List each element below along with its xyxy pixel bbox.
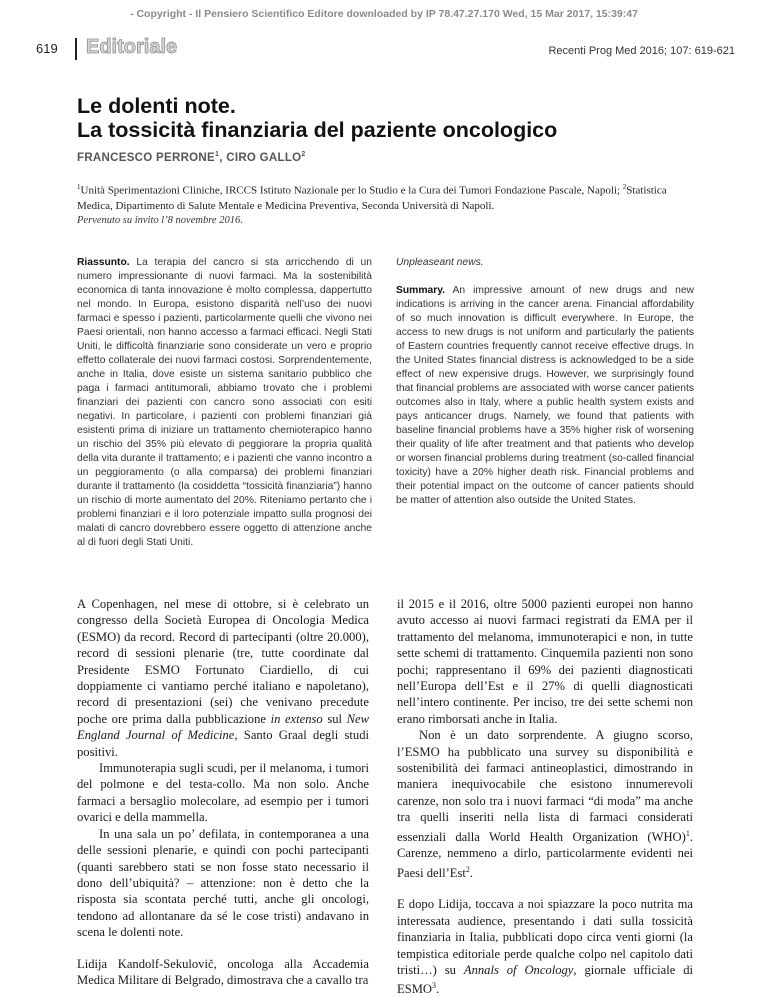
abstract-english [396,256,694,508]
abstract-text: La terapia del cancro si sta arricchendo di un numero impressionante di nuovi farmaci. Ma la sostenibilità economica di tanta innovazione è molto complessa, dappertutto nel mondo. In Europa, esistono disparità nell’uso dei nuovi farmaci e spesso i pazienti, particolarmente quelli che vivono nei Paesi orientali, non hanno accesso a farmaci efficaci. Negli Stati Uniti, le difficoltà finanziarie sono considerate un vero e proprio effetto collaterale dei nuovi farmaci costosi. Sorprendentemente, anche in Italia, dove esiste un sistema sanitario pubblico che paga i farmaci antitumorali, abbiamo trovato che i problemi finanziari dei pazienti con cancro sono associati con esiti negativi. In particolare, i pazienti con problemi finanziari già esistenti prima di iniziare un trattamento chemioterapico hanno un rischio del 35% più elevato di peggiorare la propria qualità della vita durante il trattamento; e i pazienti che vanno incontro a un peggioramento (o alla comparsa) dei problemi finanziari durante il trattamento (la cosiddetta “tossicità finanziaria”) hanno un rischio di morte aumentato del 20%. Riteniamo pertanto che i problemi finanziari e il loro potenziale impatto sulla prognosi dei malati di cancro dovrebbero essere oggetto di attenzione anche al di fuori degli Stati Uniti. [77,257,372,548]
title-line-1: Le dolenti note. [77,94,236,118]
body-paragraph [397,727,693,881]
author-list [77,151,306,164]
affiliation-text: Statistica Medica, Dipartimento di Salute Mentale e Medicina Preventiva, Seconda Università di Napoli. [77,184,667,212]
reference-marker: 1 [685,828,690,838]
page-number: 619 [36,41,58,56]
summary-text: An impressive amount of new drugs and new indications is arriving in the cancer arena. Financial affordability of so much innovation is difficult everywhere. In Europe, the access to new drugs is not uniform and particularly the patients of Eastern countries frequently cannot receive effective drugs. In the United States financial distress is acknowledged to be a side effect of new expensive drugs. However, we surprisingly found that financial problems are associated with worse cancer patients outcomes also in Italy, where a public health system exists and pays anticancer drugs. Namely, we found that patients with baseline financial problems have a 35% higher risk of worsening their quality of life after treatment and that patients who develop or worsen financial problems during treatment (so-called financial toxicity) have a 20% higher death risk. Financial problems and their potential impact on the outcome of cancer patients should be matter of attention also outside the United States. [396,285,694,506]
body-paragraph: Lidija Kandolf-Sekulovič, oncologa alla Accademia Medica Militare di Belgrado, dimostrava che a cavallo tra [77,956,369,987]
body-paragraph [397,896,693,998]
received-date: Pervenuto su invito l’8 novembre 2016. [77,215,243,226]
summary-paragraph [396,284,694,508]
body-text: . [436,982,440,997]
journal-name: New England Journal of Medicine [77,711,369,743]
article-title [77,94,717,142]
summary-label: Summary. [396,285,446,296]
journal-name: Annals of Oncology [463,962,574,977]
body-paragraph: il 2015 e il 2016, oltre 5000 pazienti europei non hanno avuto accesso ai nuovi farmaci registrati da EMA per il trattamento del melanoma, immunoterapici e non, in tutte sette schemi di trattamento. Cinquemila pazienti non sono pochi; rappresentano il 69% dei pazienti diagnosticati nell’Europa dell’Est e il 27% di quelli diagnosticati nell’intero continente. Per inciso, tre dei sette schemi non erano rimborsati anche in Italia. [397,597,693,726]
body-text: A Copenhagen, nel mese di ottobre, si è celebrato un congresso della Società Europea di Oncologia Medica (ESMO) da record. Record di partecipanti (oltre 20.000), record di sessioni plenarie (tre, tutte coordinate dal Presidente ESMO Fortunato Ciardiello, di cui doppiamente ci vantiamo perché italiano e napoletano), record di presentazioni (sei) che venivano precedute poche ore prima dalla pubblicazione [77,597,369,726]
abstract-italian [77,256,372,550]
body-text: E dopo Lidija, toccava a noi spiazzare la poco nutrita ma interessata audience, presentando i dati sulla tossicità finanziaria in Italia, pubblicati dopo circa venti giorni (la tempistica editoriale perde qualche colpo nel capitolo dati tristi…) su [397,897,693,977]
affiliation-marker: 2 [622,183,627,191]
body-column-left [77,596,369,988]
reference-marker: 2 [465,864,470,874]
abstract-label: Riassunto. [77,257,130,268]
body-column-right [397,596,693,998]
body-text: . [469,865,474,880]
affiliation-marker: 2 [301,151,306,158]
title-line-2: La tossicità finanziaria del paziente oncologico [77,118,558,142]
body-italic: in extenso [270,711,323,726]
author-name: FRANCESCO PERRONE [77,151,216,164]
affiliation-text: Unità Sperimentazioni Cliniche, IRCCS Istituto Nazionale per lo Studio e la Cura dei Tumori Fondazione Pascale, Napoli; [80,184,623,197]
body-text: , giornale ufficiale di ESMO [397,962,694,997]
body-text: . Carenze, nemmeno a dirlo, particolarmente evidenti nei Paesi dell’Est [397,829,693,880]
reference-marker: 3 [432,981,436,991]
affiliations [77,180,701,214]
affiliation-marker: 1 [77,183,81,191]
author-name: CIRO GALLO [226,151,302,164]
english-title: Unpleaseant news. [396,257,484,268]
journal-reference: Recenti Prog Med 2016; 107: 619-621 [548,45,735,57]
header-divider [75,38,77,60]
section-label: Editoriale [86,36,178,58]
body-text: Non è un dato sorprendente. A giugno scorso, l’ESMO ha pubblicato una survey su disponibilità e sostenibilità dei farmaci antineoplastici, dimostrando in maniera inequivocabile che esistono innumerevoli carenze, non solo tra i nuovi farmaci “di moda” ma anche tra quelli inseriti nella lista di farmaci considerati essenziali dalla World Health Organization (WHO) [397,728,693,844]
body-paragraph: In una sala un po’ defilata, in contemporanea a una delle sessioni plenarie, e quindi con pochi partecipanti (quanti sarebbero stati se non fosse stato necessario il dono dell’ubiquità? – attenzione: non è detto che la risposta sia scontata perché tutti, anche gli oncologi, tendono ad allontanare da sé le cose tristi) andavano in scena le dolenti note. [77,826,369,940]
affiliation-marker: 1 [215,151,220,158]
body-paragraph [77,596,369,760]
body-paragraph: Immunoterapia sugli scudi, per il melanoma, i tumori del polmone e del testa-collo. Ma non solo. Anche farmaci a bersaglio molecolare, ad esempio per i tumori ovarici e della mammella. [77,761,369,825]
author-separator: , [219,151,227,164]
body-text: , Santo Graal degli studi positivi. [77,728,369,759]
copyright-notice: - Copyright - Il Pensiero Scientifico Editore downloaded by IP 78.47.27.170 Wed, 15 Mar 2017, 15:39:47 [130,8,638,20]
body-text: sul [322,711,347,726]
